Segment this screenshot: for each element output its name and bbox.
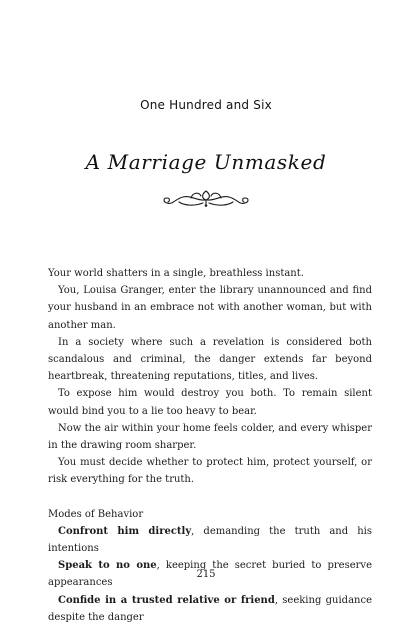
paragraph-opening: Your world shatters in a single, breathless instant. [48,268,304,279]
paragraph: In a society where such a revelation is considered both scandalous and criminal, the danger extends far beyond heartbreak, threatening reputations, titles, and lives. [48,336,372,383]
paragraph: You, Louisa Granger, enter the library unannounced and find your husband in an embrace not with another woman, but with another man. [48,285,372,331]
option-description: , seeking guidance despite the danger [48,594,372,623]
option-lead: Confront him directly [58,525,192,537]
page-number: 215 [196,569,216,580]
paragraph: Now the air within your home feels colder, and every whisper in the drawing room sharper. [48,422,372,452]
paragraph: To expose him would destroy you both. To remain silent would bind you to a lie too heavy to bear. [48,388,372,417]
flourish-divider-icon [161,187,251,209]
behavior-option[interactable] [48,523,372,557]
option-description: , demanding the truth and his intentions [48,525,372,555]
option-lead: Confide in a trusted relative or friend [58,594,275,606]
chapter-title: A Marriage Unmasked [85,150,327,174]
behavior-option[interactable] [48,592,372,626]
option-lead: Speak to no one [58,560,157,572]
modes-of-behavior-heading: Modes of Behavior [48,508,144,520]
chapter-number: One Hundred and Six [140,98,272,112]
paragraph: You must decide whether to protect him, protect yourself, or risk everything for the truth. [48,457,372,486]
option-description: , keeping the secret buried to preserve appearances [48,560,372,589]
